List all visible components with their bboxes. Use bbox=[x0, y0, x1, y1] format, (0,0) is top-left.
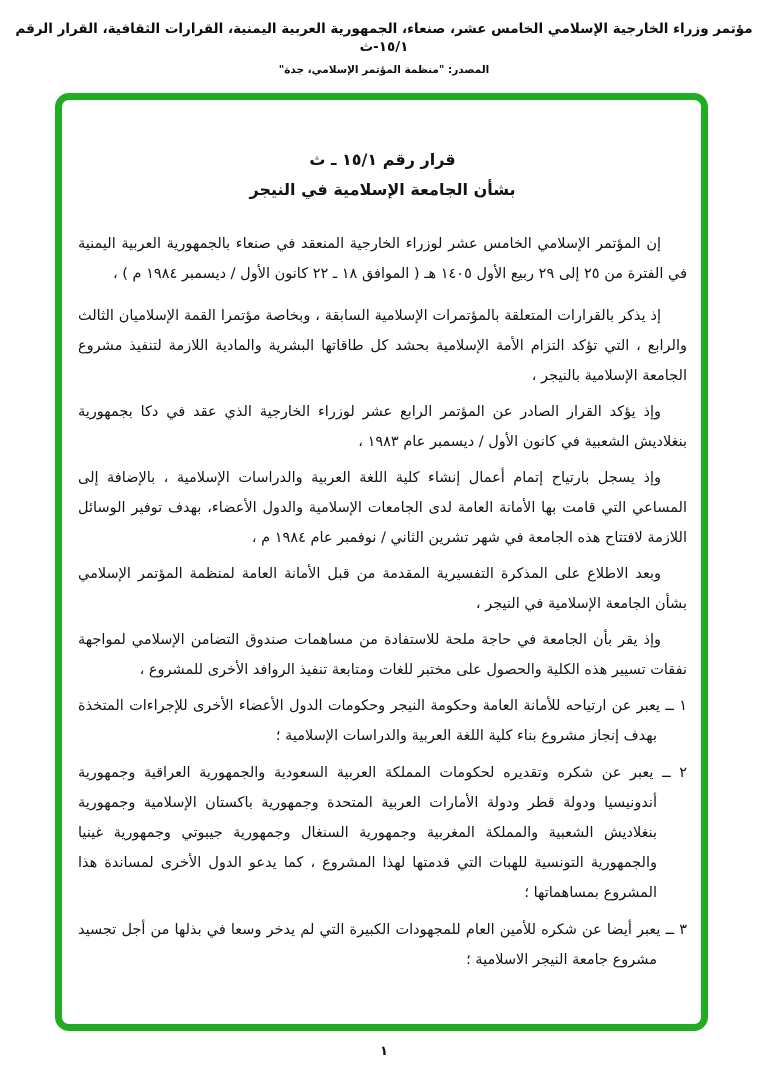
page-header bbox=[0, 20, 768, 76]
item-text-2: يعبر عن شكره وتقديره لحكومات المملكة العربية السعودية والجمهورية العراقية وجمهورية أندونيسيا ودولة قطر ودولة الأمارات العربية المتحدة وجمهورية باكستان الإسلامية وجمهورية بنغلاديش الشعبية والمملكة المغربية وجمهورية السنغال وجمهورية جيبوتي وجمهورية غينيا والجمهورية التونسية للهبات التي قدمتها لهذا المشروع ، كما يدعو الدول الأخرى لمساندة هذا المشروع بمساهماتها ؛ bbox=[78, 765, 657, 901]
resolution-subject-title: بشأن الجامعة الإسلامية في النيجر bbox=[249, 180, 516, 199]
item-text-3: يعبر أيضا عن شكره للأمين العام للمجهودات الكبيرة التي لم يدخر وسعا في بذلها من أجل تجسيد مشروع جامعة النيجر الاسلامية ؛ bbox=[78, 922, 661, 968]
paragraph-preamble-5: وبعد الاطلاع على المذكرة التفسيرية المقدمة من قبل الأمانة العامة لمنظمة المؤتمر الإسلامي بشأن الجامعة الإسلامية في النيجر ، bbox=[78, 566, 687, 612]
paragraph-preamble-4: وإذ يسجل بارتياح إتمام أعمال إنشاء كلية اللغة العربية والدراسات الإسلامية ، بالإضافة إلى المساعي التي قامت بها الأمانة العامة لدى الجامعات الإسلامية والدول الأعضاء، بهدف توفير الوسائل اللازمة لافتتاح هذه الجامعة في شهر تشرين الثاني / نوفمبر عام ١٩٨٤ م ، bbox=[78, 470, 687, 546]
page-header-source: المصدر: "منظمة المؤتمر الإسلامي، جدة" bbox=[278, 64, 490, 76]
resolution-item-3 bbox=[78, 915, 687, 975]
item-number-2: ٢ ــ bbox=[653, 765, 687, 781]
resolution-item-2 bbox=[78, 758, 687, 908]
document-content bbox=[78, 145, 687, 982]
paragraph-preamble-1: إن المؤتمر الإسلامي الخامس عشر لوزراء الخارجية المنعقد في صنعاء بالجمهورية العربية اليمنية في الفترة من ٢٥ إلى ٢٩ ربيع الأول ١٤٠٥ هـ ( الموافق ١٨ ـ ٢٢ كانون الأول / ديسمبر ١٩٨٤ م ) ، bbox=[78, 236, 687, 282]
paragraph-preamble-2: إذ يذكر بالقرارات المتعلقة بالمؤتمرات الإسلامية السابقة ، وبخاصة مؤتمرا القمة الإسلاميان الثالث والرابع ، التي تؤكد التزام الأمة الإسلامية بحشد كل طاقاتها البشرية والمادية اللازمة لتنفيذ مشروع الجامعة الإسلامية بالنيجر ، bbox=[78, 308, 687, 384]
page-header-title: مؤتمر وزراء الخارجية الإسلامي الخامس عشر، صنعاء، الجمهورية العربية اليمنية، القرارات الثقافية، القرار الرقم ١٥/١-ث bbox=[15, 21, 753, 55]
resolution-title bbox=[78, 145, 687, 205]
document-frame bbox=[55, 93, 708, 1031]
page-number: ١ bbox=[380, 1044, 388, 1059]
item-number-3: ٣ ــ bbox=[660, 922, 687, 938]
paragraph-preamble-3: وإذ يؤكد القرار الصادر عن المؤتمر الرابع عشر لوزراء الخارجية الذي عقد في دكا بجمهورية بنغلاديش الشعبية في كانون الأول / ديسمبر عام ١٩٨٣ ، bbox=[78, 404, 687, 450]
item-text-1: يعبر عن ارتياحه للأمانة العامة وحكومة النيجر وحكومات الدول الأعضاء الأخرى للإجراءات المتخذة بهدف إنجاز مشروع بناء كلية اللغة العربية والدراسات الإسلامية ؛ bbox=[78, 698, 661, 744]
resolution-item-1 bbox=[78, 691, 687, 751]
paragraph-preamble-6: وإذ يقر بأن الجامعة في حاجة ملحة للاستفادة من مساهمات صندوق التضامن الإسلامي لمواجهة نفقات تسيير هذه الكلية والحصول على مختبر للغات ومتابعة تنفيذ الروافد الأخرى للمشروع ، bbox=[78, 632, 687, 678]
item-number-1: ١ ــ bbox=[660, 698, 687, 714]
resolution-number-title: قرار رقم ١٥/١ ـ ث bbox=[309, 150, 456, 169]
